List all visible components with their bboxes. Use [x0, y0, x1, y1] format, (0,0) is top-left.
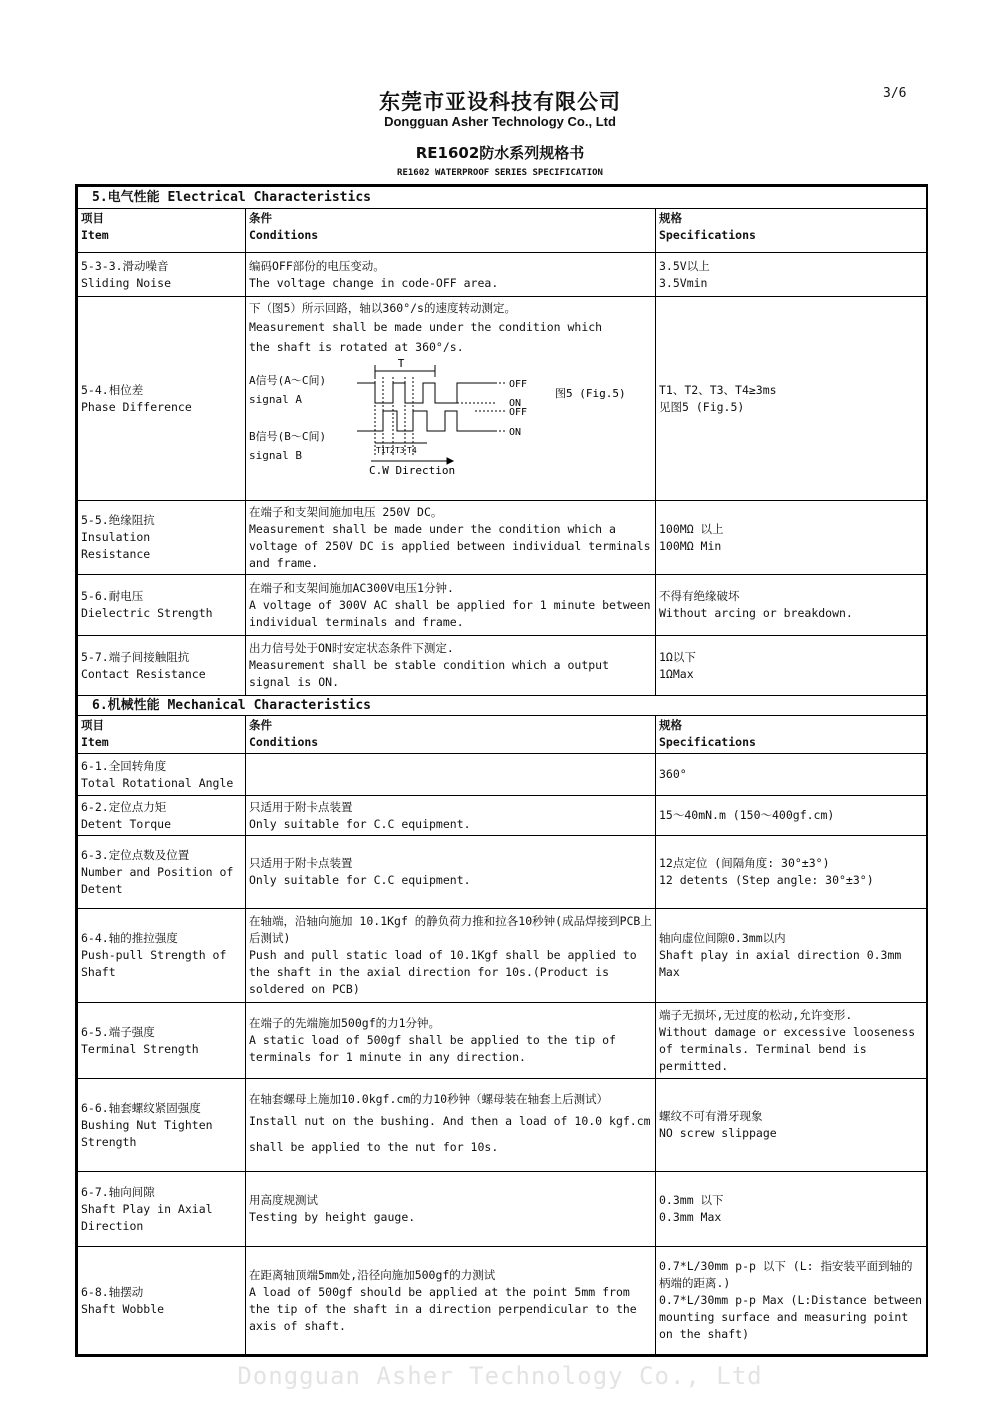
table-row — [78, 253, 927, 297]
t4-label: T4 — [407, 446, 417, 455]
spec-cell: 端子无损坏,无过度的松动,允许变形. Without damage or excessive looseness of terminals. Terminal bend is permitted. — [656, 1003, 927, 1079]
table-row — [78, 796, 927, 836]
spec-cell: 1Ω以下 1ΩMax — [656, 636, 927, 696]
item-cell: 6-2.定位点力矩 Detent Torque — [78, 796, 246, 836]
table-row — [78, 754, 927, 796]
direction-label: C.W Direction — [369, 464, 456, 475]
condition-cell: 在端子和支架间施加电压 250V DC。 Measurement shall be made under the condition which a voltage of 250V DC is applied between individual terminals and frame. — [246, 501, 656, 575]
table-row — [78, 575, 927, 636]
spec-sheet — [75, 184, 928, 1357]
item-cell: 5-4.相位差 Phase Difference — [78, 297, 246, 501]
table-row — [78, 297, 927, 501]
spec-cell: 0.3mm 以下 0.3mm Max — [656, 1172, 927, 1247]
item-cell: 6-5.端子强度 Terminal Strength — [78, 1003, 246, 1079]
spec-cell: 100MΩ 以上 100MΩ Min — [656, 501, 927, 575]
col-item: 项目 Item — [78, 209, 246, 253]
on-label-a: ON — [509, 398, 522, 409]
col-conditions: 条件 Conditions — [246, 716, 656, 754]
spec-cell: 3.5V以上 3.5Vmin — [656, 253, 927, 297]
t2-label: T2 — [385, 446, 395, 455]
table-row — [78, 636, 927, 696]
item-cell: 5-7.端子间接触阻抗 Contact Resistance — [78, 636, 246, 696]
spec-table — [77, 186, 927, 1355]
item-cell: 6-3.定位点数及位置 Number and Position of Detent — [78, 836, 246, 909]
col-item: 项目 Item — [78, 716, 246, 754]
table-row — [78, 1247, 927, 1355]
table-row — [78, 501, 927, 575]
waveform-figure — [357, 357, 657, 475]
spec-cell: 360° — [656, 754, 927, 796]
item-cell: 6-7.轴向间隙 Shaft Play in Axial Direction — [78, 1172, 246, 1247]
on-label-b: ON — [509, 427, 522, 438]
condition-cell: 只适用于附卡点装置 Only suitable for C.C equipment. — [246, 836, 656, 909]
item-cell: 6-8.轴摆动 Shaft Wobble — [78, 1247, 246, 1355]
condition-cell: 在端子和支架间施加AC300V电压1分钟. A voltage of 300V AC shall be applied for 1 minute between individual terminals and frame. — [246, 575, 656, 636]
table-row — [78, 1079, 927, 1172]
table-row — [78, 1003, 927, 1079]
spec-cell: T1、T2、T3、T4≥3ms 见图5 (Fig.5) — [656, 297, 927, 501]
table-row — [78, 1172, 927, 1247]
section-mechanical-header — [78, 696, 927, 716]
company-name-en: Dongguan Asher Technology Co., Ltd — [384, 114, 616, 129]
spec-cell: 螺纹不可有滑牙现象 NO screw slippage — [656, 1079, 927, 1172]
condition-cell: 在轴端，沿轴向施加 10.1Kgf 的静负荷力推和拉各10秒钟(成品焊接到PCB上后测试) Push and pull static load of 10.1Kgf shall be applied to the shaft in the axial direction for 10s.(Product is soldered on PCB) — [246, 909, 656, 1003]
condition-cell: 用高度规测试 Testing by height gauge. — [246, 1172, 656, 1247]
condition-cell: 下（图5）所示回路，轴以360°/s的速度转动测定。 Measurement shall be made under the condition which the shaft is rotated at 360°/s. A信号(A～C间) signal A B信号(B～C间) signal B T OFF ON OFF ON 图5 (Fig.5) T1 T2 T3 T4 C.W Direction — [246, 297, 656, 501]
period-label: T — [397, 357, 405, 370]
item-cell: 6-1.全回转角度 Total Rotational Angle — [78, 754, 246, 796]
section-electrical-header — [78, 187, 927, 209]
spec-cell: 15～40mN.m (150～400gf.cm) — [656, 796, 927, 836]
section-title: 6.机械性能 Mechanical Characteristics — [78, 696, 927, 716]
document-subtitle: RE1602 WATERPROOF SERIES SPECIFICATION — [397, 168, 603, 178]
item-cell: 6-6.轴套螺纹紧固强度 Bushing Nut Tighten Strength — [78, 1079, 246, 1172]
col-specifications: 规格 Specifications — [656, 716, 927, 754]
table-row — [78, 909, 927, 1003]
spec-cell: 轴向虚位间隙0.3mm以内 Shaft play in axial direction 0.3mm Max — [656, 909, 927, 1003]
condition-cell: 编码OFF部份的电压变动。 The voltage change in code-OFF area. — [246, 253, 656, 297]
off-label-b: OFF — [509, 407, 528, 418]
col-specifications: 规格 Specifications — [656, 209, 927, 253]
watermark: Dongguan Asher Technology Co., Ltd — [237, 1362, 763, 1390]
condition-cell: 出力信号处于ON时安定状态条件下测定. Measurement shall be stable condition which a output signal is ON. — [246, 636, 656, 696]
item-cell: 6-4.轴的推拉强度 Push-pull Strength of Shaft — [78, 909, 246, 1003]
document-title: RE1602防水系列规格书 — [415, 144, 585, 162]
condition-cell: 在轴套螺母上施加10.0kgf.cm的力10秒钟（螺母装在轴套上后测试） Install nut on the bushing. And then a load of 10.0 kgf.cm shall be applied to the nut for 10s. — [246, 1079, 656, 1172]
item-cell: 5-3-3.滑动噪音 Sliding Noise — [78, 253, 246, 297]
spec-cell: 12点定位 (间隔角度: 30°±3°) 12 detents (Step angle: 30°±3°) — [656, 836, 927, 909]
off-label-a: OFF — [509, 379, 528, 390]
item-cell: 5-5.绝缘阻抗 Insulation Resistance — [78, 501, 246, 575]
condition-cell: 在端子的先端施加500gf的力1分钟。 A static load of 500gf shall be applied to the tip of terminals for 1 minute in any direction. — [246, 1003, 656, 1079]
page-number: 3/6 — [883, 86, 907, 101]
column-header-row — [78, 209, 927, 253]
condition-cell — [246, 754, 656, 796]
table-row — [78, 836, 927, 909]
section-title: 5.电气性能 Electrical Characteristics — [78, 187, 927, 209]
condition-cell: 只适用于附卡点装置 Only suitable for C.C equipment. — [246, 796, 656, 836]
company-name-cn: 东莞市亚设科技有限公司 — [379, 90, 621, 114]
column-header-row — [78, 716, 927, 754]
spec-cell: 不得有绝缘破坏 Without arcing or breakdown. — [656, 575, 927, 636]
condition-cell: 在距离轴顶端5mm处,沿径向施加500gf的力测试 A load of 500gf should be applied at the point 5mm from the tip of the shaft in a direction perpendicular to the axis of shaft. — [246, 1247, 656, 1355]
col-conditions: 条件 Conditions — [246, 209, 656, 253]
item-cell: 5-6.耐电压 Dielectric Strength — [78, 575, 246, 636]
t3-label: T3 — [395, 446, 405, 455]
figure-caption: 图5 (Fig.5) — [555, 387, 626, 400]
spec-cell: 0.7*L/30mm p-p 以下 (L: 指安装平面到轴的柄端的距离.) 0.7*L/30mm p-p Max (L:Distance between mounting surface and measuring point on the shaft) — [656, 1247, 927, 1355]
t1-label: T1 — [376, 446, 386, 455]
phase-diagram: A信号(A～C间) signal A B信号(B～C间) signal B T OFF ON OFF ON 图5 (Fig.5) T1 T2 T3 T4 C.W Direction — [249, 357, 652, 475]
